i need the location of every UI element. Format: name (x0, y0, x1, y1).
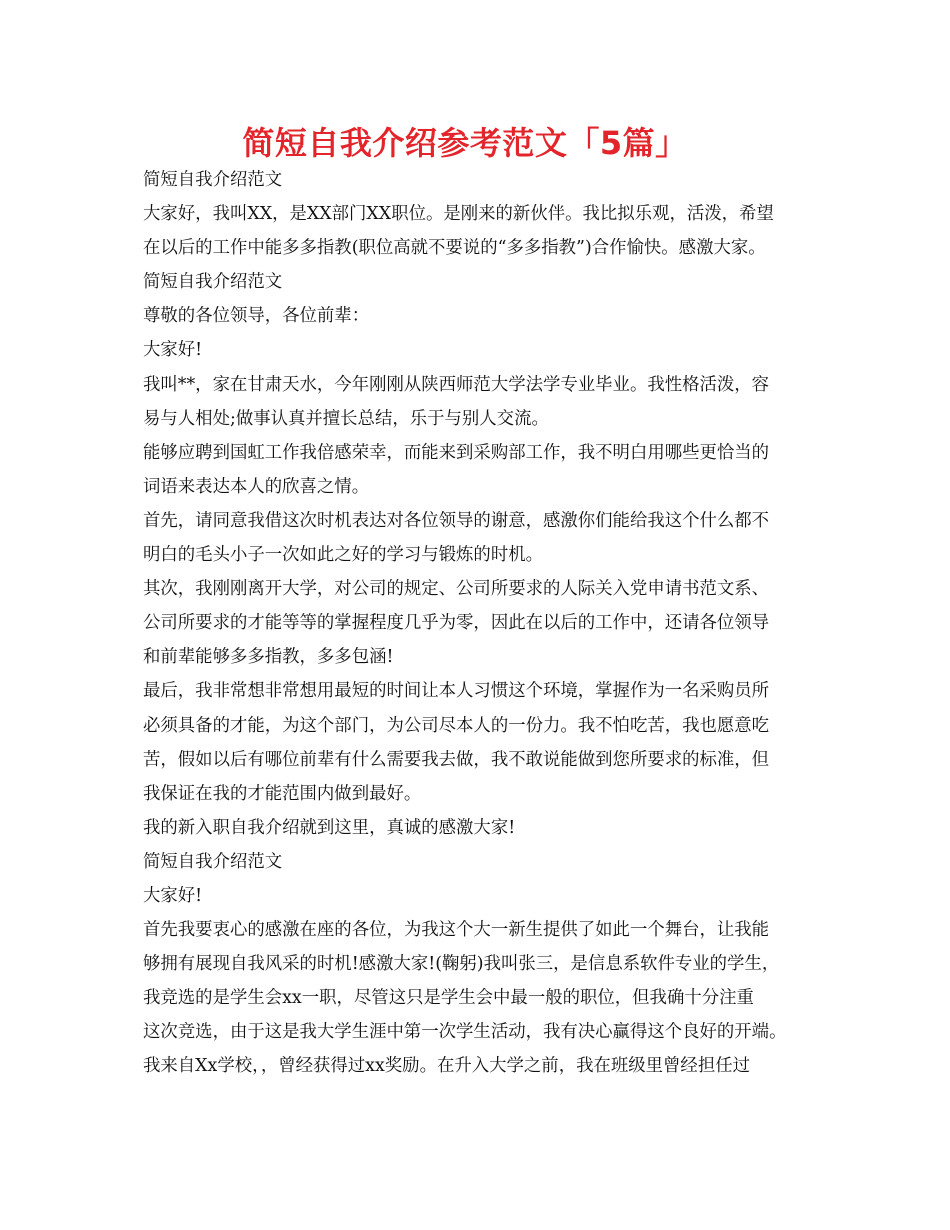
body-text (143, 163, 833, 1084)
text-line: 首先我要衷心的感激在座的各位，为我这个大一新生提供了如此一个舞台，让我能 (143, 920, 770, 941)
text-line: 最后，我非常想非常想用最短的时间让本人习惯这个环境，掌握作为一名采购员所 (143, 681, 770, 702)
text-line: 够拥有展现自我风采的时机!感激大家!(鞠躬)我叫张三，是信息系软件专业的学生， (143, 954, 780, 975)
text-line: 大家好，我叫XX，是XX部门XX职位。是刚来的新伙伴。我比拟乐观，活泼，希望 (143, 204, 774, 225)
text-line: 其次，我刚刚离开大学，对公司的规定、公司所要求的人际关入党申请书范文系、 (143, 579, 770, 600)
text-line: 大家好! (143, 885, 203, 906)
text-line: 苦，假如以后有哪位前辈有什么需要我去做，我不敢说能做到您所要求的标准，但 (143, 749, 770, 770)
text-line: 我保证在我的才能范围内做到最好。 (143, 783, 422, 804)
page-title: 简短自我介绍参考范文「5篇」 (242, 124, 688, 162)
text-line: 我竞选的是学生会xx一职，尽管这只是学生会中最一般的职位，但我确十分注重 (143, 988, 754, 1009)
text-line: 我的新入职自我介绍就到这里，真诚的感激大家! (143, 817, 516, 838)
text-line: 词语来表达本人的欣喜之情。 (143, 476, 370, 497)
text-line: 和前辈能够多多指教，多多包涵! (143, 647, 394, 668)
text-line: 公司所要求的才能等等的掌握程度几乎为零，因此在以后的工作中，还请各位领导 (143, 613, 770, 634)
text-line: 简短自我介绍范文 (143, 851, 283, 872)
text-line: 这次竞选，由于这是我大学生涯中第一次学生活动，我有决心赢得这个良好的开端。 (143, 1022, 787, 1043)
text-line: 在以后的工作中能多多指教(职位高就不要说的“多多指教”)合作愉快。感激大家。 (143, 238, 766, 259)
text-line: 首先，请同意我借这次时机表达对各位领导的谢意，感激你们能给我这个什么都不 (143, 510, 770, 531)
text-line: 我叫**，家在甘肃天水，今年刚刚从陕西师范大学法学专业毕业。我性格活泼，容 (143, 374, 770, 395)
text-line: 必须具备的才能，为这个部门，为公司尽本人的一份力。我不怕吃苦，我也愿意吃 (143, 715, 770, 736)
text-line: 简短自我介绍范文 (143, 272, 283, 293)
text-line: 明白的毛头小子一次如此之好的学习与锻炼的时机。 (143, 545, 543, 566)
text-line: 我来自Xx学校，，曾经获得过xx奖励。在升入大学之前，我在班级里曾经担任过 (143, 1056, 750, 1077)
text-line: 能够应聘到国虹工作我倍感荣幸，而能来到采购部工作，我不明白用哪些更恰当的 (143, 442, 770, 463)
text-line: 大家好! (143, 340, 203, 361)
text-line: 简短自我介绍范文 (143, 170, 283, 190)
text-line: 易与人相处;做事认真并擅长总结，乐于与别人交流。 (143, 408, 549, 429)
text-line: 尊敬的各位领导，各位前辈： (143, 306, 370, 327)
